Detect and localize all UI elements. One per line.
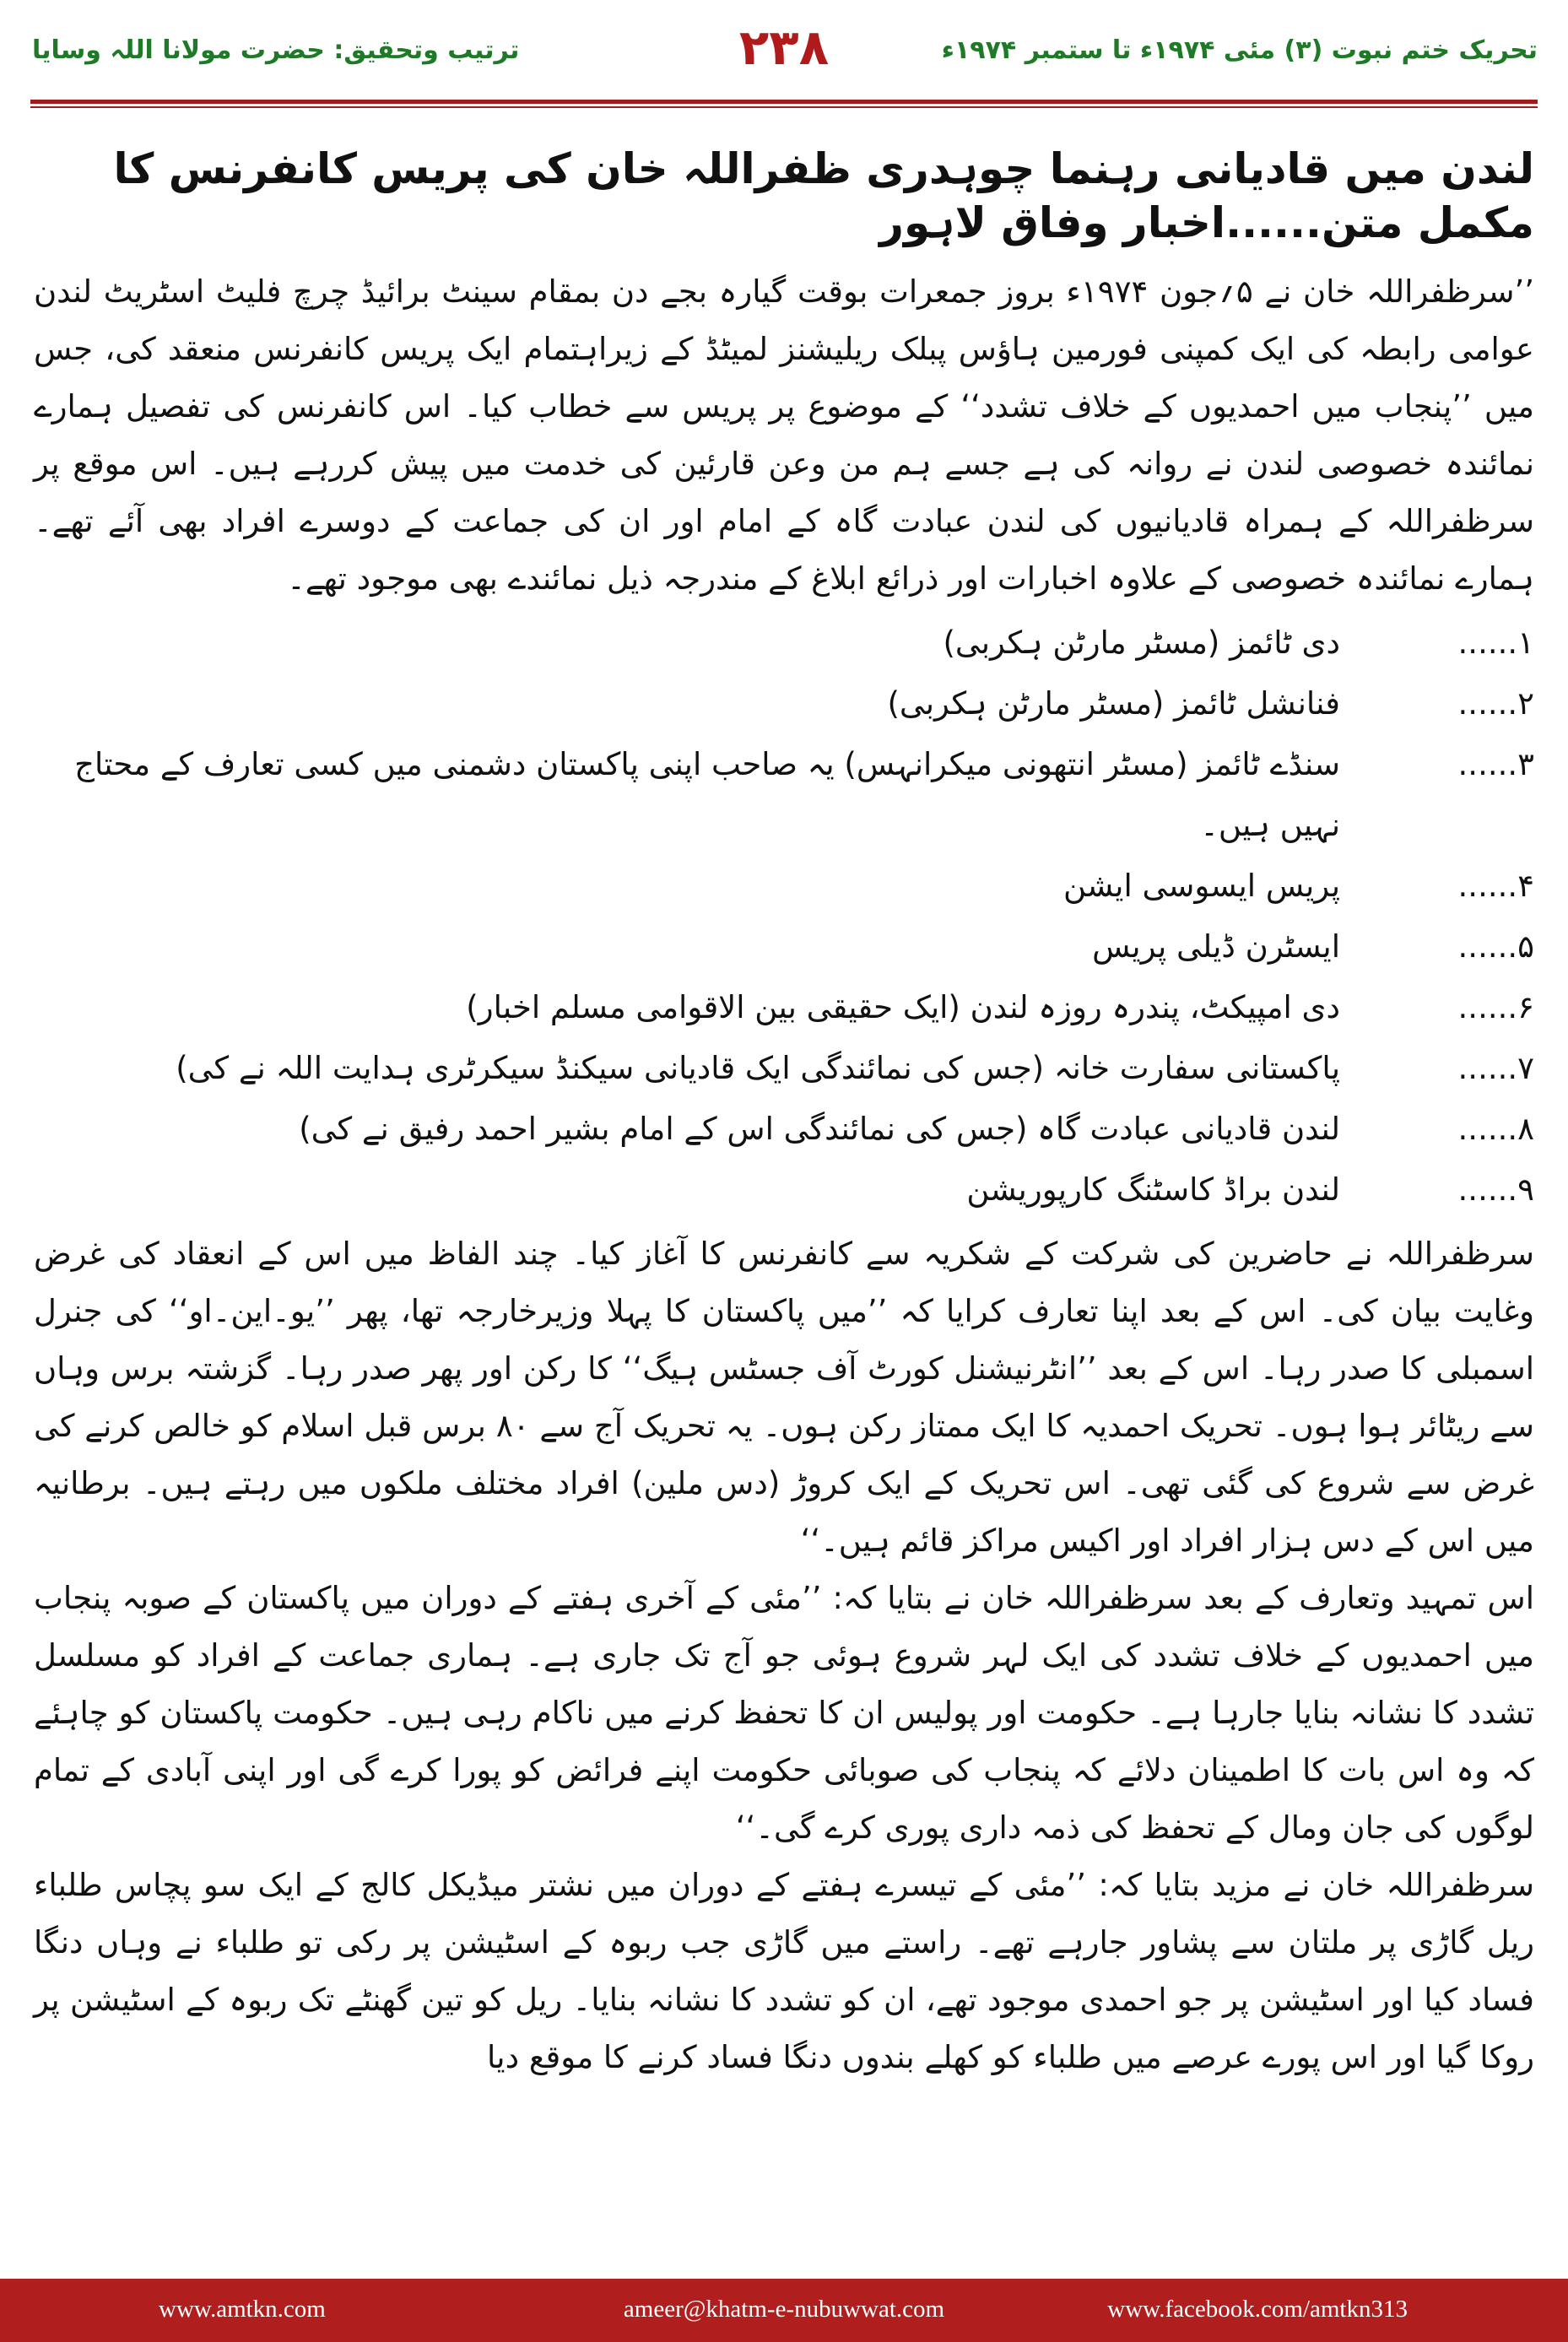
list-item-number: ۹......	[1457, 1171, 1534, 1208]
header-compiler: ترتیب وتحقیق: حضرت مولانا اللہ وسایا	[32, 35, 520, 65]
list-item	[34, 1099, 1534, 1160]
article-body	[34, 142, 1534, 2086]
list-item	[34, 856, 1534, 917]
list-item-number: ۷......	[1457, 1050, 1534, 1086]
list-item	[34, 1038, 1534, 1099]
page-footer	[0, 2279, 1568, 2342]
paragraph-introduction-speech: سرظفراللہ نے حاضرین کی شرکت کے شکریہ سے کانفرنس کا آغاز کیا۔ چند الفاظ میں اس کے انعقاد کی غرض وغایت بیان کی۔ اس کے بعد اپنا تعارف کرایا کہ ’’میں پاکستان کا پہلا وزیرخارجہ تھا، پھر ’’یو۔این۔او‘‘ کی جنرل اسمبلی کا صدر رہا۔ اس کے بعد ’’انٹرنیشنل کورٹ آف جسٹس ہیگ‘‘ کا رکن اور پھر صدر رہا۔ گزشتہ برس وہاں سے ریٹائر ہوا ہوں۔ تحریک احمدیہ کا ایک ممتاز رکن ہوں۔ یہ تحریک آج سے ۸۰ برس قبل اسلام کو خالص کرنے کی غرض سے شروع کی گئی تھی۔ اس تحریک کے ایک کروڑ (دس ملین) افراد مختلف ملکوں میں رہتے ہیں۔ برطانیہ میں اس کے دس ہزار افراد اور اکیس مراکز قائم ہیں۔‘‘	[34, 1236, 1534, 1559]
footer-email-link[interactable]: ameer@khatm-e-nubuwwat.com	[623, 2296, 945, 2323]
list-item-text: لندن قادیانی عبادت گاہ (جس کی نمائندگی اس کے امام بشیر احمد رفیق نے کی)	[299, 1111, 1340, 1147]
header-book-title: تحریک ختم نبوت (۳) مئی ۱۹۷۴ء تا ستمبر ۱۹۷۴ء	[941, 35, 1538, 65]
list-item-text: پریس ایسوسی ایشن	[1063, 868, 1340, 904]
list-item	[34, 1160, 1534, 1220]
list-item-number: ۳......	[1457, 746, 1534, 782]
list-item-text: ایسٹرن ڈیلی پریس	[1092, 928, 1340, 965]
header-divider	[30, 100, 1538, 104]
list-item-text: دی ٹائمز (مسٹر مارٹن ہکربی)	[943, 625, 1340, 661]
list-item-number: ۸......	[1457, 1111, 1534, 1147]
list-item	[34, 734, 1534, 856]
list-item-text: سنڈے ٹائمز (مسٹر انتھونی میکرانہس) یہ صاحب اپنی پاکستان دشمنی میں کسی تعارف کے محتاج نہیں ہیں۔	[74, 746, 1340, 843]
press-attendees-list	[34, 613, 1534, 1220]
header-divider-thin	[30, 106, 1538, 108]
footer-website-link[interactable]: www.amtkn.com	[159, 2296, 326, 2323]
list-item-text: فنانشل ٹائمز (مسٹر مارٹن ہکربی)	[887, 685, 1340, 722]
list-item-number: ۱......	[1457, 625, 1534, 661]
paragraph-violence-report: اس تمہید وتعارف کے بعد سرظفراللہ خان نے بتایا کہ: ’’مئی کے آخری ہفتے کے دوران میں پاکستان کے صوبہ پنجاب میں احمدیوں کے خلاف تشدد کی ایک لہر شروع ہوئی جو آج تک جاری ہے۔ ہماری جماعت کے افراد کو مسلسل تشدد کا نشانہ بنایا جارہا ہے۔ حکومت اور پولیس ان کا تحفظ کرنے میں ناکام رہی ہیں۔ حکومت پاکستان کو چاہئے کہ وہ اس بات کا اطمینان دلائے کہ پنجاب کی صوبائی حکومت اپنے فرائض کو پورا کرے گی اور اپنی آبادی کے تمام لوگوں کی جان ومال کے تحفظ کی ذمہ داری پوری کرے گی۔‘‘	[34, 1580, 1534, 1846]
footer-facebook-link[interactable]: www.facebook.com/amtkn313	[1107, 2296, 1408, 2323]
list-item-text: لندن براڈ کاسٹنگ کارپوریشن	[966, 1171, 1340, 1208]
list-item-text: دی امپیکٹ، پندرہ روزہ لندن (ایک حقیقی بین الاقوامی مسلم اخبار)	[466, 989, 1340, 1025]
paragraph-rabwah-incident: سرظفراللہ خان نے مزید بتایا کہ: ’’مئی کے تیسرے ہفتے کے دوران میں نشتر میڈیکل کالج کے ایک سو پچاس طلباء ریل گاڑی پر ملتان سے پشاور جارہے تھے۔ راستے میں گاڑی جب ربوہ کے اسٹیشن پر رکی تو طلباء نے وہاں دنگا فساد کیا اور اسٹیشن پر جو احمدی موجود تھے، ان کو تشدد کا نشانہ بنایا۔ ریل کو تین گھنٹے تک ربوہ کے اسٹیشن پر روکا گیا اور اس پورے عرصے میں طلباء کو کھلے بندوں دنگا فساد کرنے کا موقع دیا	[34, 1867, 1534, 2075]
list-item-number: ۶......	[1457, 989, 1534, 1025]
page-number: ۲۳۸	[738, 19, 830, 76]
list-item-text: پاکستانی سفارت خانہ (جس کی نمائندگی ایک قادیانی سیکنڈ سیکرٹری ہدایت اللہ نے کی)	[176, 1050, 1340, 1086]
list-item-number: ۲......	[1457, 685, 1534, 722]
list-item	[34, 613, 1534, 673]
list-item	[34, 977, 1534, 1038]
article-title: لندن میں قادیانی رہنما چوہدری ظفراللہ خان کی پریس کانفرنس کا مکمل متن......اخبار وفاق لاہور	[113, 144, 1534, 247]
list-item-number: ۵......	[1457, 928, 1534, 965]
list-item	[34, 673, 1534, 734]
intro-paragraph: ’’سرظفراللہ خان نے ۵؍جون ۱۹۷۴ء بروز جمعرات بوقت گیارہ بجے دن بمقام سینٹ برائیڈ چرچ فلیٹ اسٹریٹ لندن عوامی رابطہ کی ایک کمپنی فورمین ہاؤس پبلک ریلیشنز لمیٹڈ کے زیراہتمام ایک پریس کانفرنس منعقد کی، جس میں ’’پنجاب میں احمدیوں کے خلاف تشدد‘‘ کے موضوع پر پریس سے خطاب کیا۔ اس کانفرنس کی تفصیل ہمارے نمائندہ خصوصی لندن نے روانہ کی ہے جسے ہم من وعن قارئین کی خدمت میں پیش کررہے ہیں۔ اس موقع پر سرظفراللہ کے ہمراہ قادیانیوں کی لندن عبادت گاہ کے امام اور ان کی جماعت کے دوسرے افراد بھی آئے تھے۔ ہمارے نمائندہ خصوصی کے علاوہ اخبارات اور ذرائع ابلاغ کے مندرجہ ذیل نمائندے بھی موجود تھے۔	[34, 273, 1534, 597]
list-item-number: ۴......	[1457, 868, 1534, 904]
page-header	[0, 0, 1568, 114]
list-item	[34, 917, 1534, 977]
